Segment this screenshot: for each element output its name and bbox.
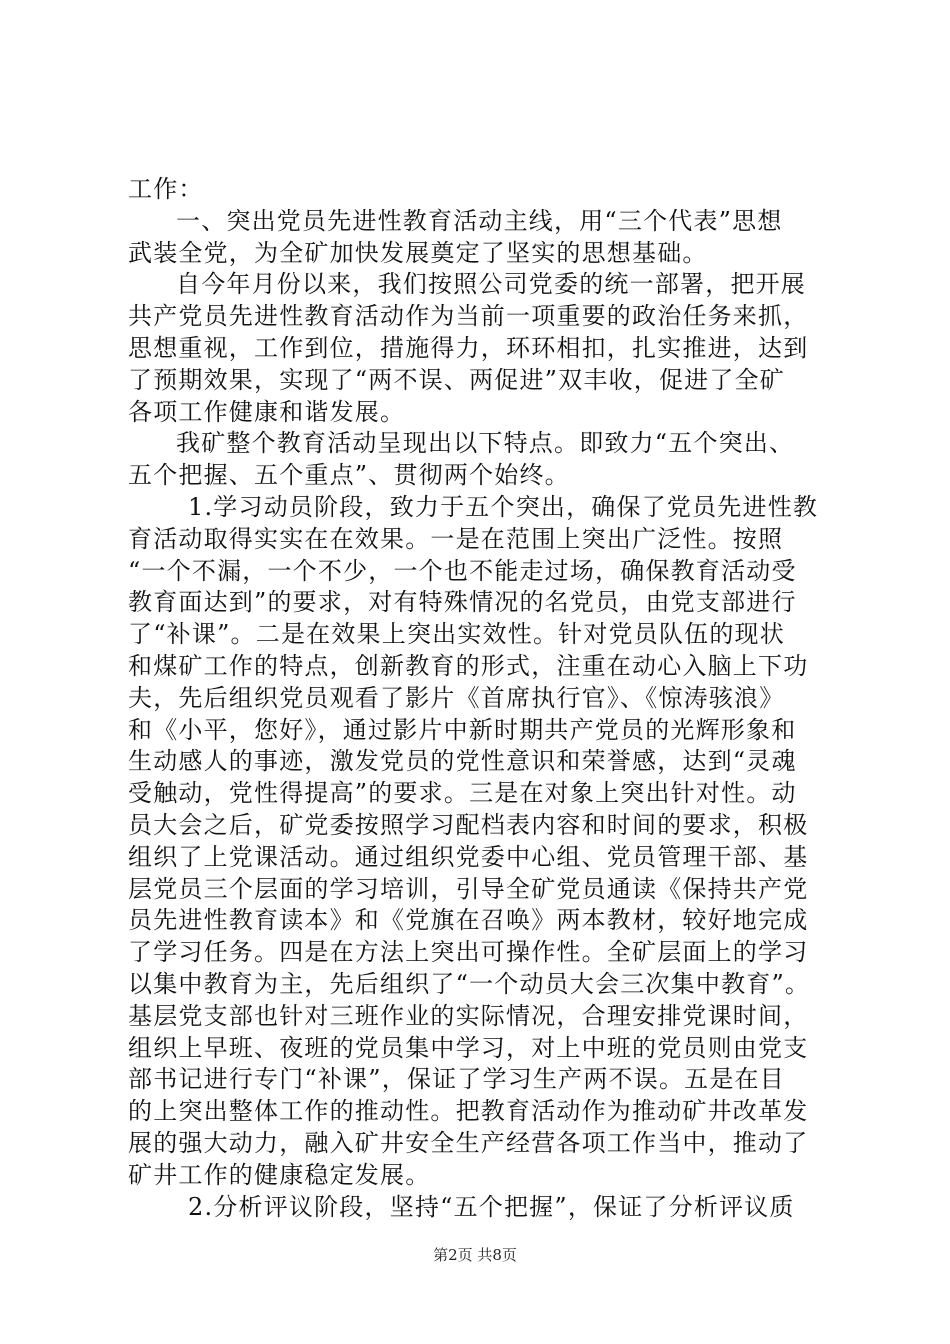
paragraph-first-line: 我矿整个教育活动呈现出以下特点。即致力“五个突出、 (176, 429, 795, 458)
numbered-item-line: 2.分析评议阶段，坚持“五个把握”，保证了分析评议质 (188, 1192, 795, 1221)
text-line: 了学习任务。四是在方法上突出可操作性。全矿层面上的学习 (128, 938, 809, 967)
text-line: 各项工作健康和谐发展。 (128, 397, 406, 426)
text-line: 思想重视，工作到位，措施得力，环环相扣，扎实推进，达到 (128, 333, 809, 362)
text-line: 员大会之后，矿党委按照学习配档表内容和时间的要求，积极 (128, 810, 809, 839)
text-line: 共产党员先进性教育活动作为当前一项重要的政治任务来抓， (128, 302, 809, 331)
text-line: 五个把握、五个重点”、贯彻两个始终。 (128, 461, 570, 490)
text-line: 育活动取得实实在在效果。一是在范围上突出广泛性。按照 (128, 524, 784, 553)
text-line: 武装全党，为全矿加快发展奠定了坚实的思想基础。 (128, 238, 708, 267)
section-heading-line: 一、突出党员先进性教育活动主线，用“三个代表”思想 (176, 206, 783, 235)
text-line: 层党员三个层面的学习培训，引导全矿党员通读《保持共产党 (128, 874, 809, 903)
page-footer (0, 1245, 950, 1265)
text-line: 受触动，党性得提高”的要求。三是在对象上突出针对性。动 (128, 779, 797, 808)
text-line: 了“补课”。二是在效果上突出实效性。针对党员队伍的现状 (128, 620, 785, 649)
text-line: 夫，先后组织党员观看了影片《首席执行官》、《惊涛骇浪》 (128, 683, 785, 712)
text-line: 和煤矿工作的特点，创新教育的形式，注重在动心入脑上下功 (128, 651, 809, 680)
numbered-item-line: 1.学习动员阶段，致力于五个突出，确保了党员先进性教 (188, 492, 819, 521)
text-line: 的上突出整体工作的推动性。把教育活动作为推动矿井改革发 (128, 1097, 809, 1126)
text-line: 和《小平，您好》，通过影片中新时期共产党员的光辉形象和 (128, 715, 797, 744)
text-line: 组织了上党课活动。通过组织党委中心组、党员管理干部、基 (128, 842, 809, 871)
text-line: 以集中教育为主，先后组织了“一个动员大会三次集中教育”。 (128, 969, 811, 998)
text-line: 展的强大动力，融入矿井安全生产经营各项工作当中，推动了 (128, 1128, 809, 1157)
document-body (128, 174, 840, 1223)
text-line: 部书记进行专门“补课”，保证了学习生产两不误。五是在目 (128, 1065, 785, 1094)
page-number: 第2页 共8页 (433, 1246, 517, 1264)
text-line: 员先进性教育读本》和《党旗在召唤》两本教材，较好地完成 (128, 906, 809, 935)
text-line: 教育面达到”的要求，对有特殊情况的名党员，由党支部进行 (128, 588, 797, 617)
paragraph-first-line: 自今年月份以来，我们按照公司党委的统一部署，把开展 (176, 270, 806, 299)
text-line: 生动感人的事迹，激发党员的党性意识和荣誉感，达到“灵魂 (128, 747, 797, 776)
text-line: 基层党支部也针对三班作业的实际情况，合理安排党课时间， (128, 1001, 809, 1030)
text-line: 工作： (128, 175, 204, 203)
text-line: 组织上早班、夜班的党员集中学习，对上中班的党员则由党支 (128, 1033, 809, 1062)
text-line: 了预期效果，实现了“两不误、两促进”双丰收，促进了全矿 (128, 365, 785, 394)
text-line: 矿井工作的健康稳定发展。 (128, 1160, 431, 1189)
text-line: “一个不漏，一个不少，一个也不能走过场，确保教育活动受 (128, 556, 797, 585)
